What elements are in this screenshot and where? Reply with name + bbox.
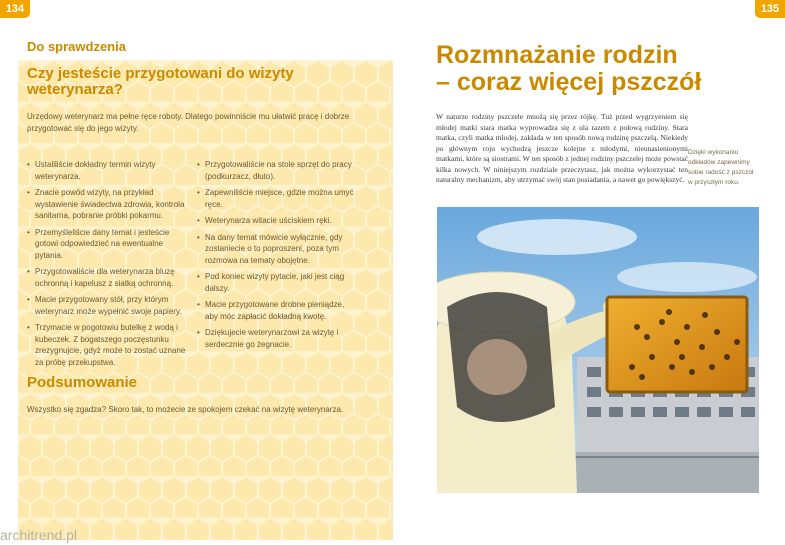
checklist-item: • Macie przygotowany stół, przy którym weterynarz może wypełnić swoje papiery. (27, 294, 187, 317)
question-title: Czy jesteście przygotowani do wizyty weterynarza? (27, 65, 294, 98)
checklist-item: • Przemyśleliście dany temat i jesteście gotowi odpowiedzieć na ewentualne pytania. (27, 227, 187, 262)
checklist-item: • Przygotowaliście dla weterynarza bluzę ochronną i kapelusz z siatką ochronną. (27, 266, 187, 289)
watermark: architrend.pl (0, 527, 78, 543)
beekeeper-illustration (437, 207, 759, 493)
body-paragraph: W naturze rodziny pszczele mnożą się przez rójkę. Tuż przed wygrzyeniem się młodej matki stara matka wyprowadza się z ula razem z połową rodziny. Stara matka, czyli matka młodej, zakłada w ten sposób nową rodzinę pszczelą. Niekiedy po głównym roju wychodzą jeszcze kolejne z młodymi, nieunasienionymi matkami, które są siostrami. W ten sposób z jednej rodziny pszczelej może powstać kilka nowych. W niniejszym rozdziale przeczytasz, jak można wykorzystać ten naturalny mechanizm, aby utrzymać swój stan posiadania, a nawet go powiększyć. (436, 112, 688, 184)
checklist-column-2 (197, 159, 357, 355)
chapter-title-line-2: – coraz więcej pszczół (436, 68, 702, 96)
checklist-item: • Zapewniliście miejsce, gdzie można umyć ręce. (197, 187, 357, 210)
page-number: 135 (755, 0, 785, 18)
checklist-item: • Weterynarza witacie uściskiem ręki. (197, 215, 357, 227)
checklist-item: • Pod koniec wizyty pytacie, jaki jest ciąg dalszy. (197, 271, 357, 294)
section-tag: Do sprawdzenia (27, 39, 126, 54)
checklist-item: • Znacie powód wizyty, na przykład wystawienie świadectwa zdrowia, kontrola sanitarna, pobranie próbki pokarmu. (27, 187, 187, 222)
chapter-title (436, 42, 736, 96)
summary-title: Podsumowanie (27, 374, 138, 391)
beekeeper-photo (437, 207, 759, 493)
intro-paragraph: Urzędowy weterynarz ma pełne ręce roboty. Dlatego powinniście mu ułatwić pracę i dobrze przygotować się do jego wizyty. (27, 112, 350, 133)
photo-caption: Dzięki wykonaniu odkładów zapewnimy sobie radość z pszczół w przyszłym roku. (688, 149, 754, 186)
checklist-item: • Macie przygotowane drobne pieniądze, aby móc zapłacić dokładną kwotę. (197, 299, 357, 322)
checklist-item: • Ustaliliście dokładny termin wizyty weterynarza. (27, 159, 187, 182)
checklist-item: • Trzymacie w pogotowiu butelkę z wodą i kubeczek. Z bogatszego poczęstunku zrezygnujcie, gdyż może to zostać uznane za próbę przekupstwa. (27, 322, 187, 368)
checklist-item: • Przygotowaliście na stole sprzęt do pracy (podkurzacz, dłuto). (197, 159, 357, 182)
checklist-item: • Dziękujecie weterynarzowi za wizytę i serdecznie go żegnacie. (197, 327, 357, 350)
summary-text: Wszystko się zgadza? Skoro tak, to możecie ze spokojem czekać na wizytę weterynarza. (27, 405, 344, 414)
checklist-column-1 (27, 159, 187, 373)
page-number: 134 (0, 0, 30, 18)
checklist-item: • Na dany temat mówicie wyłącznie, gdy zostaniecie o to poproszeni, poza tym rozmowa na tematy obojętne. (197, 232, 357, 267)
chapter-title-line-1: Rozmnażanie rodzin (436, 41, 678, 69)
right-page (393, 0, 785, 545)
